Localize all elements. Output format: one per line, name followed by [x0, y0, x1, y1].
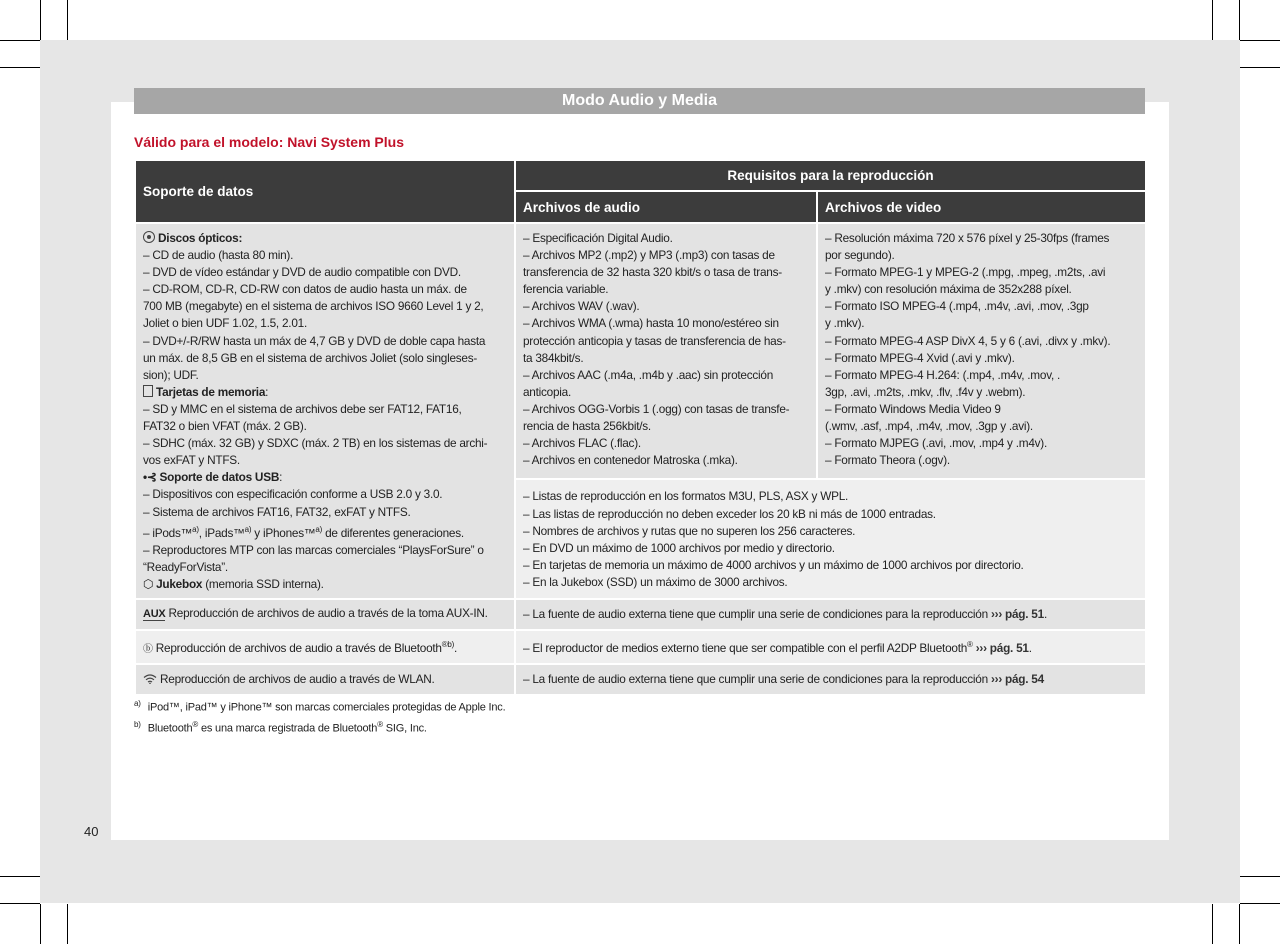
bluetooth-support-cell: ⓑ Reproducción de archivos de audio a través de Bluetooth$^{®b)}$. [135, 630, 515, 664]
audio-line: transferencia de 32 hasta 320 kbit/s o tasa de trans- [523, 265, 782, 280]
page-reference-link[interactable]: ››› pág. 54 [990, 671, 1044, 686]
support-line: FAT32 o bien VFAT (máx. 2 GB). [143, 419, 307, 434]
general-line: – Listas de reproducción en los formatos M3U, PLS, ASX y WPL. [523, 489, 849, 504]
support-line: – Sistema de archivos FAT16, FAT32, exFAT y NTFS. [143, 504, 411, 519]
bluetooth-icon: ⓑ [143, 643, 153, 655]
wifi-icon [143, 672, 157, 686]
support-line: – SDHC (máx. 32 GB) y SDXC (máx. 2 TB) en los sistemas de archi- [143, 436, 488, 451]
video-line: y .mkv) con resolución máxima de 352x288 píxel. [825, 282, 1072, 297]
footnote-a: $^{a)}$ iPod™, iPad™ y iPhone™ son marcas comerciales protegidas de Apple Inc. [134, 699, 506, 714]
video-line: – Formato MPEG-4 Xvid (.avi y .mkv). [825, 350, 1015, 365]
support-line: 700 MB (megabyte) en el sistema de archivos ISO 9660 Level 1 y 2, [143, 299, 484, 314]
support-line: un máx. de 8,5 GB en el sistema de archivos Joliet (solo singleses- [143, 350, 478, 365]
audio-line: – Archivos MP2 (.mp2) y MP3 (.mp3) con tasas de [523, 248, 775, 263]
audio-line: anticopia. [523, 384, 571, 399]
crop-mark [0, 876, 40, 877]
jukebox-line: ⬡ Jukebox (memoria SSD interna). [143, 576, 324, 591]
crop-mark [67, 904, 68, 944]
jukebox-icon: ⬡ [143, 576, 154, 591]
video-line: y .mkv). [825, 316, 865, 331]
video-line: – Formato MPEG-4 H.264: (.mp4, .m4v, .mov, . [825, 367, 1061, 382]
support-line: – Reproductores MTP con las marcas comerciales “PlaysForSure” o [143, 542, 484, 557]
general-line: – Las listas de reproducción no deben exceder los 20 kB ni más de 1000 entradas. [523, 506, 936, 521]
video-requirements-cell [817, 223, 1146, 479]
support-line: – SD y MMC en el sistema de archivos debe ser FAT12, FAT16, [143, 401, 462, 416]
audio-line: protección anticopia y tasas de transferencia de has- [523, 333, 786, 348]
video-line: (.wmv, .asf, .mp4, .m4v, .mov, .3gp y .avi). [825, 419, 1033, 434]
crop-mark [0, 40, 40, 41]
audio-line: ferencia variable. [523, 282, 609, 297]
usb-heading: •⊰ Soporte de datos USB: [143, 470, 283, 485]
crop-mark [1212, 0, 1213, 40]
footnote-b: $^{b)}$ Bluetooth® es una marca registrada de Bluetooth® SIG, Inc. [134, 720, 427, 735]
header-support: Soporte de datos [135, 160, 515, 223]
page-reference-link[interactable]: ››› pág. 51 [990, 606, 1044, 621]
disc-icon [143, 231, 155, 243]
memory-card-icon [143, 385, 153, 397]
video-line: – Formato MPEG-1 y MPEG-2 (.mpg, .mpeg, .m2ts, .avi [825, 265, 1106, 280]
audio-line: – Especificación Digital Audio. [523, 231, 673, 245]
usb-icon: •⊰ [143, 470, 157, 485]
video-line: – Formato Theora (.ogv). [825, 453, 950, 468]
support-line: – CD-ROM, CD-R, CD-RW con datos de audio hasta un máx. de [143, 282, 467, 297]
general-requirements-cell [515, 479, 1146, 598]
crop-mark [1240, 903, 1280, 904]
support-line: Joliet o bien UDF 1.02, 1.5, 2.01. [143, 316, 307, 331]
support-line: “ReadyForVista”. [143, 559, 228, 574]
support-line: sion); UDF. [143, 367, 199, 382]
crop-mark [0, 67, 40, 68]
video-line: 3gp, .avi, .m2ts, .mkv, .flv, .f4v y .webm). [825, 384, 1026, 399]
video-line: – Formato MPEG-4 ASP DivX 4, 5 y 6 (.avi, .divx y .mkv). [825, 333, 1111, 348]
crop-mark [1240, 67, 1280, 68]
aux-icon: AUX [143, 608, 166, 621]
support-line: – DVD de vídeo estándar y DVD de audio compatible con DVD. [143, 265, 461, 280]
section-header: Modo Audio y Media [134, 88, 1145, 114]
general-line: – En la Jukebox (SSD) un máximo de 3000 archivos. [523, 574, 788, 589]
crop-mark [1239, 904, 1240, 944]
video-line: – Resolución máxima 720 x 576 píxel y 25-30fps (frames [825, 231, 1110, 245]
optical-heading: Discos ópticos: [143, 230, 507, 247]
wlan-requirement-cell: – La fuente de audio externa tiene que cumplir una serie de condiciones para la reproducción ››› pág. 54 [515, 664, 1146, 695]
crop-mark [67, 0, 68, 40]
crop-mark [40, 904, 41, 944]
audio-line: – Archivos WAV (.wav). [523, 299, 640, 314]
audio-line: – Archivos WMA (.wma) hasta 10 mono/estéreo sin [523, 316, 779, 331]
wlan-support-cell: Reproducción de archivos de audio a través de WLAN. [135, 664, 515, 695]
general-line: – En tarjetas de memoria un máximo de 4000 archivos y un máximo de 1000 archivos por directorio. [523, 557, 1024, 572]
crop-mark [40, 0, 41, 40]
model-validity-line: Válido para el modelo: Navi System Plus [134, 134, 404, 150]
video-line: por segundo). [825, 248, 895, 263]
support-line: – CD de audio (hasta 80 min). [143, 248, 294, 263]
audio-line: ta 384kbit/s. [523, 350, 584, 365]
audio-line: rencia de hasta 256kbit/s. [523, 419, 651, 434]
crop-mark [1240, 876, 1280, 877]
general-line: – En DVD un máximo de 1000 archivos por medio y directorio. [523, 540, 835, 555]
page-reference-link[interactable]: ››› pág. 51 [975, 641, 1029, 656]
support-line: – Dispositivos con especificación conforme a USB 2.0 y 3.0. [143, 487, 443, 502]
memory-heading: Tarjetas de memoria: [143, 384, 507, 401]
audio-line: – Archivos AAC (.m4a, .m4b y .aac) sin protección [523, 367, 774, 382]
general-line: – Nombres de archivos y rutas que no superen los 256 caracteres. [523, 523, 856, 538]
bluetooth-requirement-cell: – El reproductor de medios externo tiene que ser compatible con el perfil A2DP Bluetooth® ››› pág. 51. [515, 630, 1146, 664]
crop-mark [0, 903, 40, 904]
crop-mark [1239, 0, 1240, 40]
video-line: – Formato ISO MPEG-4 (.mp4, .m4v, .avi, .mov, .3gp [825, 299, 1089, 314]
support-cell [135, 223, 515, 599]
support-line: – DVD+/-R/RW hasta un máx de 4,7 GB y DVD de doble capa hasta [143, 333, 486, 348]
header-video-files: Archivos de video [817, 191, 1146, 223]
audio-requirements-cell [515, 223, 817, 479]
video-line: – Formato Windows Media Video 9 [825, 401, 1001, 416]
header-requirements: Requisitos para la reproducción [515, 160, 1146, 191]
requirements-table [134, 159, 1147, 696]
page-number: 40 [84, 824, 99, 839]
aux-support-cell: AUX Reproducción de archivos de audio a través de la toma AUX-IN. [135, 599, 515, 630]
support-line: vos exFAT y NTFS. [143, 453, 240, 468]
audio-line: – Archivos OGG-Vorbis 1 (.ogg) con tasas de transfe- [523, 401, 790, 416]
video-line: – Formato MJPEG (.avi, .mov, .mp4 y .m4v). [825, 436, 1047, 451]
crop-mark [1240, 40, 1280, 41]
crop-mark [1212, 904, 1213, 944]
support-line-ipods: – iPods™$^{a)}$, iPads™$^{a)}$ y iPhones™$^{a)}$ de diferentes generaciones. [143, 524, 464, 540]
audio-line: – Archivos FLAC (.flac). [523, 436, 641, 451]
header-audio-files: Archivos de audio [515, 191, 817, 223]
audio-line: – Archivos en contenedor Matroska (.mka). [523, 453, 738, 468]
aux-requirement-cell: – La fuente de audio externa tiene que cumplir una serie de condiciones para la reproducción ››› pág. 51. [515, 599, 1146, 630]
